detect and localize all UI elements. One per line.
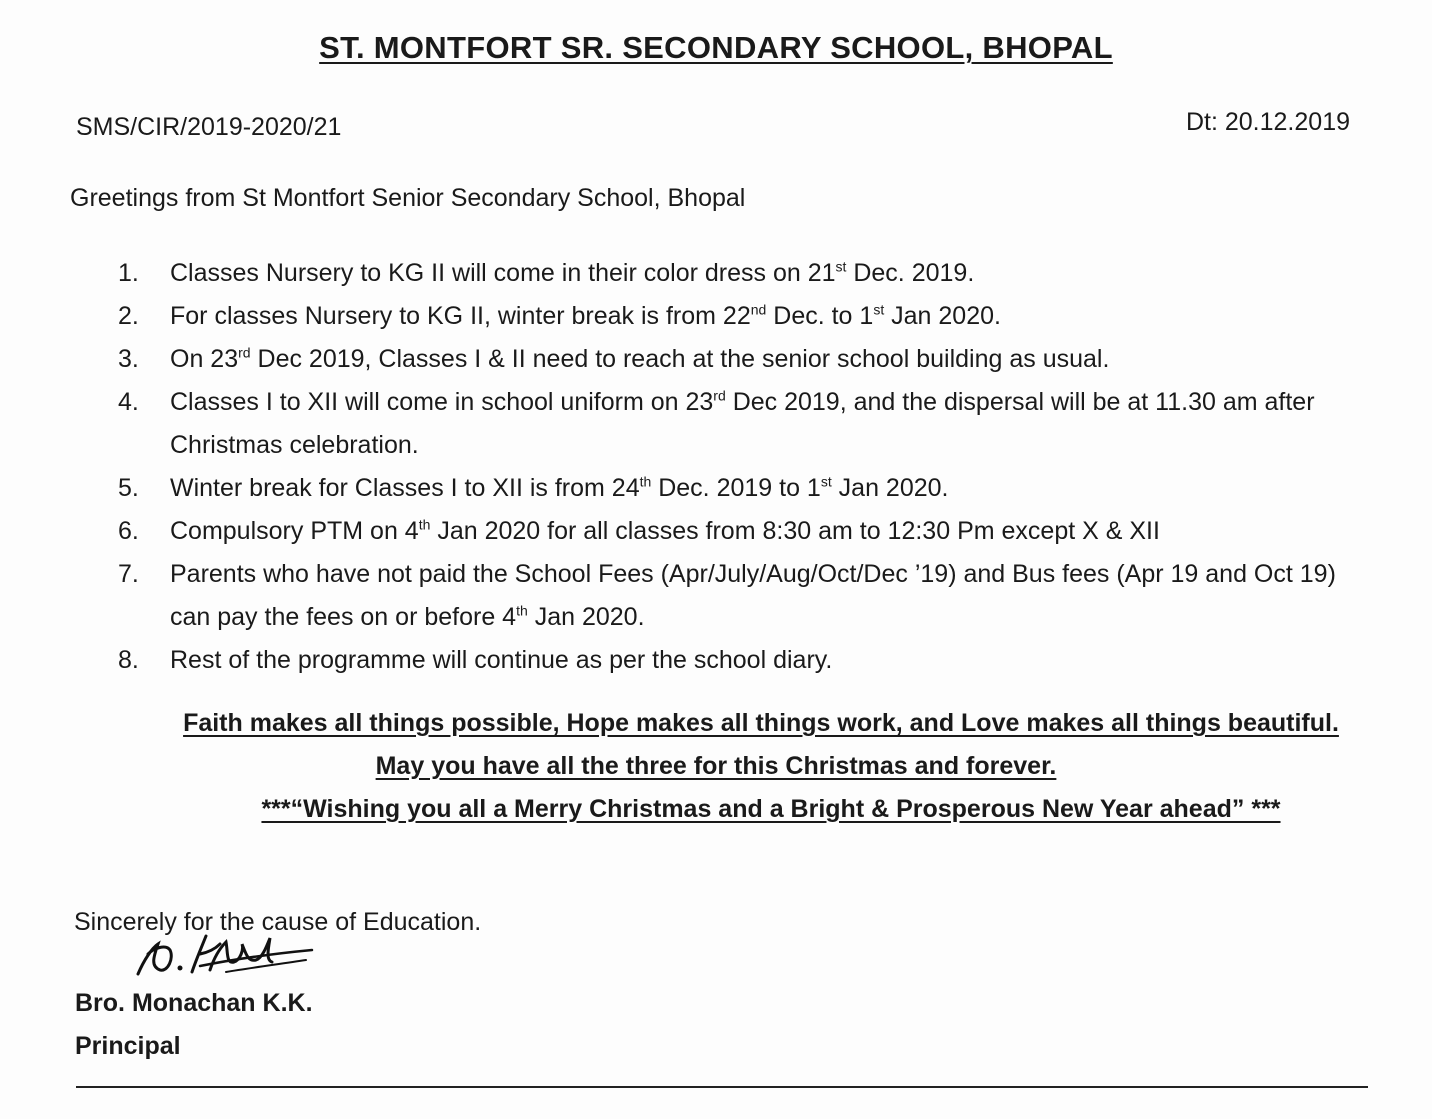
list-item-text-segment: Dec. 2019 to 1 [651,474,821,502]
ordinal-suffix: st [820,473,832,490]
signer-name: Bro. Monachan K.K. [75,989,313,1017]
list-item-text-segment: Winter break for Classes I to XII is from 24 [170,474,640,502]
ordinal-suffix: st [835,258,847,275]
circular-date: Dt: 20.12.2019 [1185,108,1350,136]
list-item-text [170,338,1378,381]
ordinal-suffix: th [418,516,431,533]
list-item [118,467,1378,510]
list-item-text-segment: Compulsory PTM on 4 [170,517,419,545]
quote-line-2 [0,745,1432,788]
list-item-text-segment: Jan 2020. [527,603,645,631]
list-item-text [170,510,1378,553]
notice-list [118,252,1378,682]
signer-title: Principal [75,1032,181,1060]
list-item-text-segment: Classes I to XII will come in school uniform on 23 [170,388,714,416]
list-item-text-segment: Dec. to 1 [766,302,874,330]
school-title [0,30,1432,66]
quote-line-1 [0,702,1432,745]
list-item-text-segment: Jan 2020. [831,474,949,502]
quote-line-3 [0,788,1432,831]
list-item-text [170,252,1378,295]
list-item [118,510,1378,553]
ordinal-suffix: th [639,473,652,490]
list-item-text-segment: Parents who have not paid the School Fees (Apr/July/Aug/Oct/Dec ’19) and Bus fees (Apr 19 and Oct 19) can pay the fees on or before 4 [170,560,1336,631]
list-item-number: 6. [118,517,139,545]
list-item-number: 7. [118,560,139,588]
list-item-number: 3. [118,345,139,373]
list-item-text [170,467,1378,510]
list-item [118,381,1378,467]
ordinal-suffix: nd [750,301,767,318]
school-name: ST. MONTFORT SR. SECONDARY SCHOOL, BHOPAL [319,30,1113,65]
list-item-number: 1. [118,259,139,287]
ordinal-suffix: rd [713,387,726,404]
list-item-text [170,639,1378,682]
quote-line-3-text: ***“Wishing you all a Merry Christmas and a Bright & Prosperous New Year ahead” *** [261,795,1281,823]
list-item-text-segment: Rest of the programme will continue as per the school diary. [170,646,833,674]
list-item [118,295,1378,338]
list-item-number: 8. [118,646,139,674]
list-item-text [170,381,1378,467]
ordinal-suffix: th [516,602,528,619]
quote-line-2-text: May you have all the three for this Christmas and forever. [375,752,1057,780]
list-item-text [170,295,1378,338]
list-item-text [170,553,1378,639]
closing-line: Sincerely for the cause of Education. [74,908,482,936]
ordinal-suffix: st [873,301,885,318]
list-item-number: 2. [118,302,139,330]
quote-line-1-text: Faith makes all things possible, Hope makes all things work, and Love makes all things beautiful. [183,709,1339,737]
ordinal-suffix: rd [238,344,251,361]
list-item-text-segment: Jan 2020. [884,302,1001,330]
list-item [118,338,1378,381]
list-item-number: 5. [118,474,139,502]
christmas-message [0,702,1432,831]
signature-icon [130,930,320,980]
bottom-divider [76,1086,1368,1088]
list-item-text-segment: Jan 2020 for all classes from 8:30 am to 12:30 Pm except X & XII [430,517,1160,545]
list-item-text-segment: On 23 [170,345,239,373]
list-item-text-segment: Dec 2019, Classes I & II need to reach at the senior school building as usual. [250,345,1110,373]
list-item-text-segment: For classes Nursery to KG II, winter break is from 22 [170,302,751,330]
signer-block [75,982,313,1068]
list-item-text-segment: Classes Nursery to KG II will come in their color dress on 21 [170,259,836,287]
circular-reference: SMS/CIR/2019-2020/21 [76,113,342,141]
list-item [118,639,1378,682]
list-item-number: 4. [118,388,139,416]
list-item-text-segment: Dec. 2019. [846,259,975,287]
list-item-text-segment: Dec 2019, and the dispersal will be at 11.30 am after Christmas celebration. [170,388,1315,459]
greeting-line: Greetings from St Montfort Senior Secondary School, Bhopal [70,184,746,212]
list-item [118,252,1378,295]
list-item [118,553,1378,639]
